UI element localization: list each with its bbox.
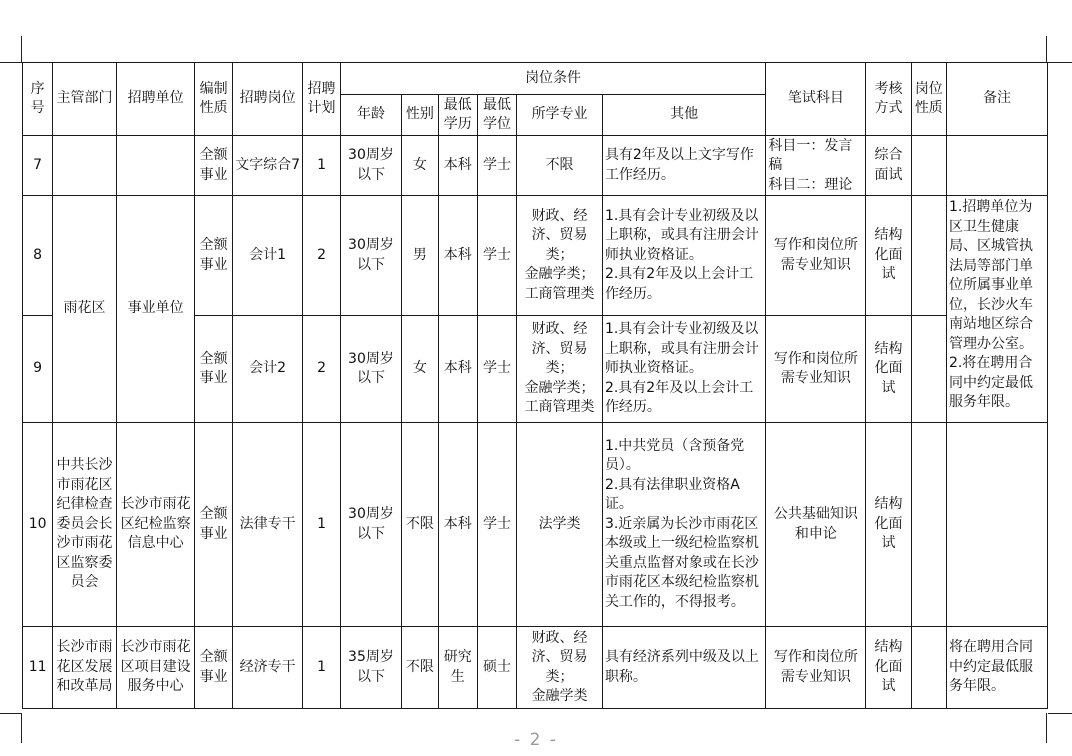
cell-age: 30周岁以下 (340, 196, 402, 316)
exam-text: 科目一：发言稿 科目二：理论 (768, 137, 853, 193)
cell-edu: 本科 (438, 196, 477, 316)
cell-dept-merged: 雨花区 (53, 196, 117, 423)
cell-seq: 8 (23, 196, 53, 316)
cell-edu: 本科 (438, 423, 477, 627)
cell-nature: 全额事业 (195, 136, 232, 196)
cell-assess: 结构化面试 (866, 196, 911, 316)
cell-age: 35周岁以下 (340, 627, 402, 709)
header-row-1 (23, 63, 1048, 95)
crop-mark-right (1048, 62, 1072, 63)
cell-unit (116, 627, 195, 709)
cell-major (517, 627, 603, 709)
cell-seq: 9 (23, 316, 53, 423)
cell-post: 经济专干 (232, 627, 303, 709)
cell-major: 财政、经济、贸易类； 金融学类； 工商管理类 (517, 196, 603, 316)
cell-plan: 1 (303, 136, 340, 196)
table-row (23, 196, 1048, 316)
major-text: 财政、经济、贸易类； 金融学类 (531, 629, 588, 704)
recruitment-table (22, 62, 1048, 709)
crop-mark-top-right (1046, 36, 1047, 62)
crop-mark-top-left (21, 36, 22, 62)
cell-dept (53, 136, 117, 196)
cell-unit: 长沙市雨花区纪检监察信息中心 (116, 423, 195, 627)
header-major: 所学专业 (517, 95, 603, 136)
cell-remark: 将在聘用合同中约定最低服务年限。 (946, 627, 1047, 709)
cell-plan: 2 (303, 196, 340, 316)
header-gender: 性别 (402, 95, 438, 136)
cell-degree: 学士 (477, 423, 516, 627)
header-remark: 备注 (946, 63, 1047, 136)
cell-post: 法律专干 (232, 423, 303, 627)
cell-exam: 写作和岗位所需专业知识 (766, 196, 866, 316)
header-post: 招聘岗位 (232, 63, 303, 136)
cell-other: 1.具有会计专业初级及以上职称，或具有注册会计师执业资格证。 2.具有2年及以上会计工作经历。 (602, 316, 765, 423)
header-assess: 考核方式 (866, 63, 911, 136)
cell-edu: 本科 (438, 136, 477, 196)
cell-other: 具有经济系列中级及以上职称。 (602, 627, 765, 709)
header-other: 其他 (602, 95, 765, 136)
header-dept: 主管部门 (53, 63, 117, 136)
table-row (23, 627, 1048, 709)
cell-seq: 7 (23, 136, 53, 196)
crop-mark-left (0, 62, 22, 63)
cell-remark (946, 136, 1047, 196)
header-exam: 笔试科目 (766, 63, 866, 136)
header-min-edu: 最低学历 (438, 95, 477, 136)
cell-age: 30周岁以下 (340, 136, 402, 196)
cell-dept (53, 627, 117, 709)
cell-edu: 研究生 (438, 627, 477, 709)
header-post-type: 岗位性质 (911, 63, 946, 136)
cell-gender: 男 (402, 196, 438, 316)
header-conditions: 岗位条件 (340, 63, 766, 95)
cell-assess: 结构化面试 (866, 316, 911, 423)
cell-age: 30周岁以下 (340, 423, 402, 627)
cell-nature: 全额事业 (195, 196, 232, 316)
cell-other: 1.具有会计专业初级及以上职称，或具有注册会计师执业资格证。 2.具有2年及以上会计工作经历。 (602, 196, 765, 316)
cell-edu: 本科 (438, 316, 477, 423)
cell-nature: 全额事业 (195, 423, 232, 627)
header-unit: 招聘单位 (116, 63, 195, 136)
cell-exam (766, 136, 866, 196)
cell-nature: 全额事业 (195, 627, 232, 709)
cell-age: 30周岁以下 (340, 316, 402, 423)
cell-seq: 11 (23, 627, 53, 709)
dept-text: 长沙市雨花区发展和改革局 (56, 639, 113, 695)
cell-degree: 学士 (477, 136, 516, 196)
table-row (23, 423, 1048, 627)
page-number: - 2 - (514, 730, 558, 750)
cell-post-type (911, 627, 946, 709)
cell-plan: 1 (303, 627, 340, 709)
header-age: 年龄 (340, 95, 402, 136)
cell-other: 1.中共党员（含预备党员）。 2.具有法律职业资格A证。 3.近亲属为长沙市雨花区本级或上一级纪检监察机关重点监督对象或在长沙市雨花区本级纪检监察机关工作的，不得报考。 (602, 423, 765, 627)
cell-exam: 写作和岗位所需专业知识 (766, 316, 866, 423)
crop-mark-bottom-left (0, 713, 22, 714)
cell-post-type (911, 423, 946, 627)
cell-major: 法学类 (517, 423, 603, 627)
cell-major: 不限 (517, 136, 603, 196)
cell-post: 会计2 (232, 316, 303, 423)
cell-degree: 学士 (477, 196, 516, 316)
header-min-degree: 最低学位 (477, 95, 516, 136)
cell-post-type (911, 136, 946, 196)
cell-degree: 硕士 (477, 627, 516, 709)
cell-unit-merged: 事业单位 (116, 196, 195, 423)
header-nature: 编制性质 (195, 63, 232, 136)
cell-exam: 写作和岗位所需专业知识 (766, 627, 866, 709)
cell-assess: 结构化面试 (866, 627, 911, 709)
cell-gender: 不限 (402, 627, 438, 709)
cell-remark-merged: 1.招聘单位为区卫生健康局、区城管执法局等部门单位所属事业单位，长沙火车南站地区综合管理办公室。 2.将在聘用合同中约定最低服务年限。 (946, 196, 1047, 423)
crop-mark-bottom-right (1048, 713, 1072, 714)
cell-exam: 公共基础知识和申论 (766, 423, 866, 627)
cell-post: 文字综合7 (232, 136, 303, 196)
cell-other: 具有2年及以上文字写作工作经历。 (602, 136, 765, 196)
cell-post: 会计1 (232, 196, 303, 316)
cell-assess: 综合面试 (866, 136, 911, 196)
cell-post-type (911, 196, 946, 316)
cell-seq: 10 (23, 423, 53, 627)
cell-nature: 全额事业 (195, 316, 232, 423)
header-plan: 招聘计划 (303, 63, 340, 136)
cell-dept: 中共长沙市雨花区纪律检查委员会长沙市雨花区监察委员会 (53, 423, 117, 627)
cell-unit (116, 136, 195, 196)
cell-remark (946, 423, 1047, 627)
cell-gender: 女 (402, 316, 438, 423)
cell-degree: 学士 (477, 316, 516, 423)
cell-plan: 2 (303, 316, 340, 423)
cell-post-type (911, 316, 946, 423)
cell-assess: 结构化面试 (866, 423, 911, 627)
cell-gender: 不限 (402, 423, 438, 627)
cell-plan: 1 (303, 423, 340, 627)
cell-major: 财政、经济、贸易类； 金融学类； 工商管理类 (517, 316, 603, 423)
table-row (23, 136, 1048, 196)
unit-text: 长沙市雨花区项目建设服务中心 (120, 639, 191, 695)
cell-gender: 女 (402, 136, 438, 196)
header-seq: 序号 (23, 63, 53, 136)
